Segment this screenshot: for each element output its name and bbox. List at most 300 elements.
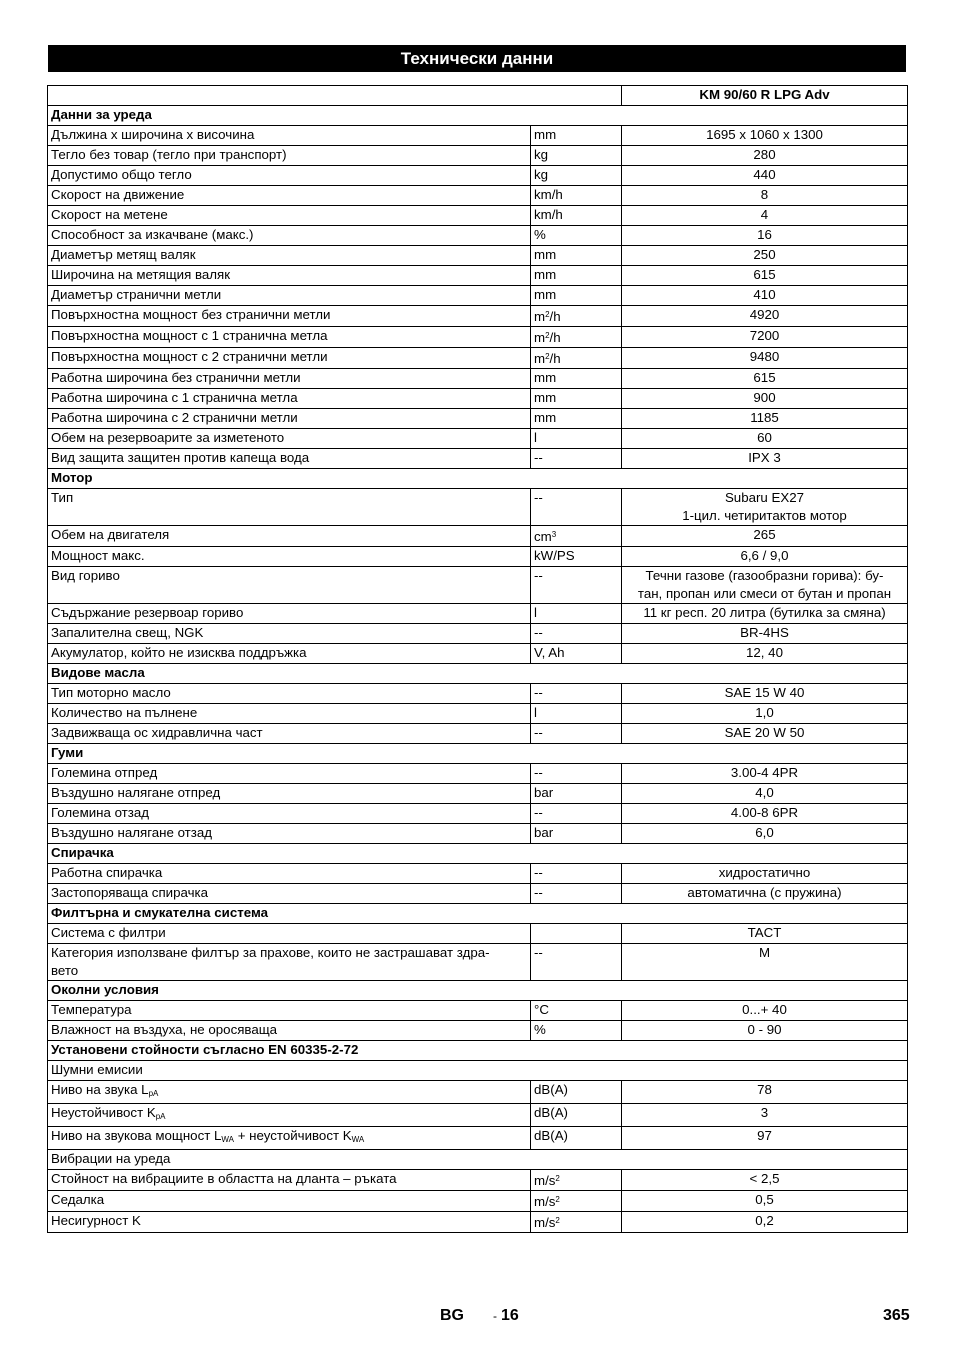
spec-label: [48, 644, 531, 664]
value-text: 250: [753, 247, 776, 262]
value-text: SAE 15 W 40: [724, 685, 805, 700]
spec-label: [48, 369, 531, 389]
unit-text: mm: [534, 410, 557, 425]
spec-label: [48, 924, 531, 944]
spec-label: [48, 166, 531, 186]
spec-label: [48, 1021, 531, 1041]
spec-value: [622, 604, 908, 624]
spec-label-text: Вид защита защитен против капеща вода: [51, 450, 310, 465]
page-title: Технически данни: [48, 45, 906, 72]
spec-label: [48, 489, 531, 526]
spec-label: [48, 764, 531, 784]
table-row: [48, 644, 908, 664]
table-row: [48, 409, 908, 429]
spec-unit: [531, 306, 622, 327]
value-text: Течни газове (газообразни горива): бу-: [645, 568, 884, 583]
spec-value: [622, 246, 908, 266]
spec-label-text: Дължина х широчина х височина: [51, 127, 255, 142]
spec-label-text: + неустойчивост K: [234, 1128, 352, 1143]
table-row: [48, 824, 908, 844]
spec-label: [48, 146, 531, 166]
table-row: [48, 567, 908, 604]
spec-unit: [531, 884, 622, 904]
spec-value: [622, 389, 908, 409]
spec-label: [48, 1104, 531, 1127]
table-row: [48, 547, 908, 567]
spec-label-text: Големина отзад: [51, 805, 150, 820]
spec-unit: [531, 604, 622, 624]
spec-label-text: Големина отпред: [51, 765, 158, 780]
spec-value: [622, 724, 908, 744]
spec-label-text: Тегло без товар (тегло при транспорт): [51, 147, 287, 162]
value-text: 1-цил. четиритактов мотор: [682, 508, 847, 523]
table-row: [48, 1127, 908, 1150]
spec-label: [48, 266, 531, 286]
spec-unit: [531, 327, 622, 348]
footer-local-page-number: 16: [501, 1307, 519, 1324]
spec-unit: [531, 286, 622, 306]
spec-label-text: Въздушно налягане отзад: [51, 825, 213, 840]
spec-unit: [531, 1081, 622, 1104]
footer-language: BG: [440, 1307, 464, 1324]
unit-text: /h: [549, 309, 561, 324]
table-row: [48, 126, 908, 146]
unit-text: mm: [534, 267, 557, 282]
spec-unit: [531, 1001, 622, 1021]
spec-value: [622, 1021, 908, 1041]
spec-value: [622, 126, 908, 146]
section-row: [48, 1041, 908, 1061]
table-row: [48, 226, 908, 246]
table-row: [48, 1001, 908, 1021]
section-title: Данни за уреда: [48, 106, 908, 126]
spec-label-text: Скорост на движение: [51, 187, 185, 202]
value-text: 6,0: [755, 825, 774, 840]
unit-text: dB(A): [534, 1128, 568, 1143]
unit-text: m/s: [534, 1194, 556, 1209]
unit-text: mm: [534, 247, 557, 262]
value-text: 4: [760, 207, 769, 222]
section-row: [48, 981, 908, 1001]
value-text: 1185: [750, 410, 779, 425]
section-title: Гуми: [48, 744, 908, 764]
value-text: хидростатично: [718, 865, 811, 880]
unit-superscript: 3: [551, 530, 557, 539]
value-text: IPX 3: [748, 450, 781, 465]
spec-label-text: Работна широчина без странични метли: [51, 370, 301, 385]
group-label: Шумни емисии: [48, 1061, 908, 1081]
value-text: 9480: [749, 349, 780, 364]
spec-value: [622, 186, 908, 206]
unit-text: /h: [549, 330, 561, 345]
unit-text: --: [534, 450, 543, 465]
value-text: 615: [753, 267, 776, 282]
spec-label-text: Съдържание резервоар гориво: [51, 605, 244, 620]
spec-label-text: Въздушно налягане отпред: [51, 785, 221, 800]
spec-label: [48, 327, 531, 348]
unit-text: km/h: [534, 187, 563, 202]
section-title: Установени стойности съгласно EN 60335-2-72: [48, 1041, 908, 1061]
value-text: 900: [753, 390, 776, 405]
footer-local-page: [493, 1307, 519, 1325]
unit-text: °C: [534, 1002, 549, 1017]
spec-unit: [531, 389, 622, 409]
spec-label: [48, 186, 531, 206]
spec-unit: [531, 146, 622, 166]
spec-label-text: Работна широчина с 1 странична метла: [51, 390, 298, 405]
spec-value: [622, 1127, 908, 1150]
spec-value: [622, 306, 908, 327]
spec-unit: [531, 1104, 622, 1127]
value-text: 265: [753, 527, 776, 542]
spec-label: [48, 724, 531, 744]
spec-label-text: Ниво на звукова мощност L: [51, 1128, 222, 1143]
unit-text: bar: [534, 785, 554, 800]
unit-text: m: [534, 309, 546, 324]
unit-text: --: [534, 885, 543, 900]
value-text: автоматична (с пружина): [687, 885, 842, 900]
spec-label-text: Температура: [51, 1002, 132, 1017]
unit-text: V, Ah: [534, 645, 565, 660]
unit-text: kg: [534, 147, 549, 162]
spec-label-subscript: WA: [351, 1135, 365, 1144]
spec-unit: [531, 764, 622, 784]
section-row: [48, 744, 908, 764]
model-header: KM 90/60 R LPG Adv: [622, 86, 908, 106]
spec-value: [622, 489, 908, 526]
spec-label-text: Акумулатор, който не изисква поддръжка: [51, 645, 307, 660]
unit-text: %: [534, 1022, 546, 1037]
spec-unit: [531, 644, 622, 664]
spec-value: [622, 644, 908, 664]
spec-value: [622, 226, 908, 246]
spec-value: [622, 684, 908, 704]
table-row: [48, 449, 908, 469]
spec-label: [48, 306, 531, 327]
spec-value: [622, 166, 908, 186]
spec-label-text: Система с филтри: [51, 925, 166, 940]
value-text: 4920: [749, 307, 780, 322]
table-row: [48, 286, 908, 306]
spec-label: [48, 784, 531, 804]
value-text: 3.00-4 4PR: [730, 765, 799, 780]
value-text: тан, пропан или смеси от бутан и пропан: [637, 586, 892, 601]
spec-label-text: Допустимо общо тегло: [51, 167, 192, 182]
spec-value: [622, 804, 908, 824]
spec-value: [622, 206, 908, 226]
spec-label: [48, 389, 531, 409]
spec-unit: [531, 804, 622, 824]
spec-label: [48, 449, 531, 469]
value-text: TACT: [747, 925, 782, 940]
value-text: 8: [760, 187, 769, 202]
unit-text: --: [534, 805, 543, 820]
unit-text: m/s: [534, 1173, 556, 1188]
unit-text: --: [534, 685, 543, 700]
spec-label-text: Широчина на метящия валяк: [51, 267, 231, 282]
unit-text: kW/PS: [534, 548, 575, 563]
spec-value: [622, 348, 908, 369]
spec-unit: [531, 126, 622, 146]
spec-unit: [531, 684, 622, 704]
spec-value: [622, 567, 908, 604]
table-row: [48, 327, 908, 348]
unit-text: m: [534, 330, 546, 345]
spec-label-text: Работна широчина с 2 странични метли: [51, 410, 298, 425]
spec-unit: [531, 724, 622, 744]
spec-label: [48, 429, 531, 449]
spec-label-text: Запалителна свещ, NGK: [51, 625, 204, 640]
spec-unit: [531, 266, 622, 286]
value-text: 1695 x 1060 x 1300: [706, 127, 823, 142]
spec-value: [622, 784, 908, 804]
specs-table-body: [48, 86, 908, 1233]
unit-superscript: 2: [555, 1216, 560, 1225]
spec-value: [622, 924, 908, 944]
value-text: 7200: [749, 328, 780, 343]
spec-unit: [531, 784, 622, 804]
unit-text: --: [534, 945, 543, 960]
unit-text: --: [534, 865, 543, 880]
unit-text: mm: [534, 127, 557, 142]
spec-label: [48, 246, 531, 266]
unit-superscript: 2: [555, 1195, 560, 1204]
spec-label-text: Неустойчивост K: [51, 1105, 156, 1120]
unit-text: --: [534, 490, 543, 505]
spec-unit: [531, 624, 622, 644]
value-text: 97: [757, 1128, 772, 1143]
table-row: [48, 684, 908, 704]
spec-unit: [531, 186, 622, 206]
spec-label-text: Ниво на звука L: [51, 1082, 149, 1097]
unit-text: dB(A): [534, 1105, 568, 1120]
spec-unit: [531, 567, 622, 604]
spec-label: [48, 126, 531, 146]
spec-label-text: Задвижваща ос хидравлична част: [51, 725, 263, 740]
unit-text: l: [534, 705, 537, 720]
unit-text: %: [534, 227, 546, 242]
spec-value: [622, 1212, 908, 1233]
section-title: Филтърна и смукателна система: [48, 904, 908, 924]
spec-label: [48, 206, 531, 226]
section-row: [48, 904, 908, 924]
spec-value: [622, 429, 908, 449]
table-row: [48, 704, 908, 724]
table-row: [48, 864, 908, 884]
value-text: < 2,5: [749, 1171, 780, 1186]
table-row: [48, 526, 908, 547]
table-row: [48, 489, 908, 526]
value-text: 16: [757, 227, 772, 242]
table-row: [48, 306, 908, 327]
specs-table: [47, 85, 908, 1233]
spec-unit: [531, 924, 622, 944]
value-text: 0...+ 40: [742, 1002, 787, 1017]
spec-value: [622, 704, 908, 724]
unit-text: mm: [534, 287, 557, 302]
table-row: [48, 1212, 908, 1233]
spec-label: [48, 804, 531, 824]
table-row: [48, 1061, 908, 1081]
spec-value: [622, 449, 908, 469]
spec-label: [48, 824, 531, 844]
footer-page-number: 365: [883, 1307, 910, 1324]
section-row: [48, 106, 908, 126]
table-row: [48, 764, 908, 784]
spec-unit: [531, 429, 622, 449]
spec-unit: [531, 704, 622, 724]
spec-value: [622, 1081, 908, 1104]
spec-label: [48, 1001, 531, 1021]
spec-value: [622, 286, 908, 306]
spec-unit: [531, 526, 622, 547]
value-text: SAE 20 W 50: [724, 725, 805, 740]
spec-label: [48, 547, 531, 567]
spec-value: [622, 526, 908, 547]
footer-dash: -: [493, 1309, 497, 1323]
value-text: Subaru EX27: [724, 490, 805, 505]
value-text: M: [758, 945, 771, 960]
spec-label: [48, 1191, 531, 1212]
spec-unit: [531, 944, 622, 981]
table-row: [48, 1170, 908, 1191]
unit-text: mm: [534, 390, 557, 405]
unit-superscript: 2: [545, 352, 550, 361]
unit-text: m/s: [534, 1215, 556, 1230]
group-label: Вибрации на уреда: [48, 1150, 908, 1170]
spec-unit: [531, 409, 622, 429]
value-text: 60: [757, 430, 772, 445]
table-row: [48, 186, 908, 206]
table-row: [48, 348, 908, 369]
value-text: 440: [753, 167, 776, 182]
section-title: Околни условия: [48, 981, 908, 1001]
table-header-row: [48, 86, 908, 106]
table-row: [48, 1150, 908, 1170]
value-text: 0,5: [755, 1192, 774, 1207]
spec-label-text: Повърхностна мощност с 1 странична метла: [51, 328, 328, 343]
table-row: [48, 1191, 908, 1212]
unit-text: m: [534, 351, 546, 366]
unit-text: kg: [534, 167, 549, 182]
spec-label: [48, 1081, 531, 1104]
spec-label: [48, 409, 531, 429]
table-row: [48, 804, 908, 824]
spec-unit: [531, 1127, 622, 1150]
spec-value: [622, 824, 908, 844]
spec-label: [48, 1127, 531, 1150]
section-title: Спирачка: [48, 844, 908, 864]
spec-label: [48, 944, 531, 981]
value-text: 78: [757, 1082, 772, 1097]
spec-unit: [531, 864, 622, 884]
unit-text: --: [534, 625, 543, 640]
unit-text: l: [534, 430, 537, 445]
unit-text: dB(A): [534, 1082, 568, 1097]
spec-label: [48, 526, 531, 547]
spec-unit: [531, 369, 622, 389]
spec-label-subscript: pA: [148, 1089, 159, 1098]
table-row: [48, 944, 908, 981]
spec-label-text: Повърхностна мощност без странични метли: [51, 307, 331, 322]
table-row: [48, 1081, 908, 1104]
spec-label-text: Диаметър странични метли: [51, 287, 222, 302]
table-row: [48, 784, 908, 804]
spec-unit: [531, 1170, 622, 1191]
value-text: 615: [753, 370, 776, 385]
spec-unit: [531, 166, 622, 186]
spec-label-text: Обем на двигателя: [51, 527, 170, 542]
spec-value: [622, 369, 908, 389]
spec-label: [48, 624, 531, 644]
spec-label-text: вето: [51, 963, 79, 978]
unit-text: --: [534, 568, 543, 583]
spec-label: [48, 604, 531, 624]
spec-unit: [531, 1021, 622, 1041]
spec-label-text: Тип моторно масло: [51, 685, 171, 700]
spec-label: [48, 1212, 531, 1233]
spec-unit: [531, 824, 622, 844]
spec-label-text: Категория използване филтър за прахове, които не застрашават здра-: [51, 945, 490, 960]
spec-label-text: Стойност на вибрациите в областта на дланта – ръката: [51, 1171, 397, 1186]
spec-label: [48, 286, 531, 306]
spec-value: [622, 864, 908, 884]
spec-value: [622, 266, 908, 286]
spec-label-text: Влажност на въздуха, не оросяваща: [51, 1022, 278, 1037]
value-text: 0 - 90: [747, 1022, 782, 1037]
value-text: 6,6 / 9,0: [740, 548, 789, 563]
table-row: [48, 166, 908, 186]
spec-unit: [531, 489, 622, 526]
unit-text: l: [534, 605, 537, 620]
table-row: [48, 624, 908, 644]
spec-unit: [531, 547, 622, 567]
spec-label-text: Мощност макс.: [51, 548, 145, 563]
spec-value: [622, 146, 908, 166]
section-title: Мотор: [48, 469, 908, 489]
spec-label-text: Скорост на метене: [51, 207, 168, 222]
section-title: Видове масла: [48, 664, 908, 684]
spec-label: [48, 567, 531, 604]
spec-value: [622, 1104, 908, 1127]
unit-text: cm: [534, 529, 552, 544]
value-text: BR-4HS: [740, 625, 789, 640]
spec-label-text: Обем на резервоарите за изметеното: [51, 430, 285, 445]
table-row: [48, 369, 908, 389]
spec-label-text: Застопоряваща спирачка: [51, 885, 208, 900]
spec-label: [48, 1170, 531, 1191]
unit-text: bar: [534, 825, 554, 840]
value-text: 4.00-8 6PR: [730, 805, 799, 820]
header-blank-cell: [48, 86, 622, 106]
spec-label-text: Работна спирачка: [51, 865, 163, 880]
spec-unit: [531, 1191, 622, 1212]
spec-value: [622, 327, 908, 348]
spec-unit: [531, 246, 622, 266]
spec-label-subscript: WA: [221, 1135, 234, 1144]
table-row: [48, 266, 908, 286]
unit-superscript: 2: [545, 331, 550, 340]
table-row: [48, 1104, 908, 1127]
spec-label-text: Седалка: [51, 1192, 105, 1207]
value-text: 410: [753, 287, 776, 302]
spec-label: [48, 884, 531, 904]
value-text: 3: [760, 1105, 769, 1120]
value-text: 0,2: [755, 1213, 774, 1228]
spec-label-text: Повърхностна мощност с 2 странични метли: [51, 349, 328, 364]
section-row: [48, 469, 908, 489]
spec-value: [622, 1170, 908, 1191]
